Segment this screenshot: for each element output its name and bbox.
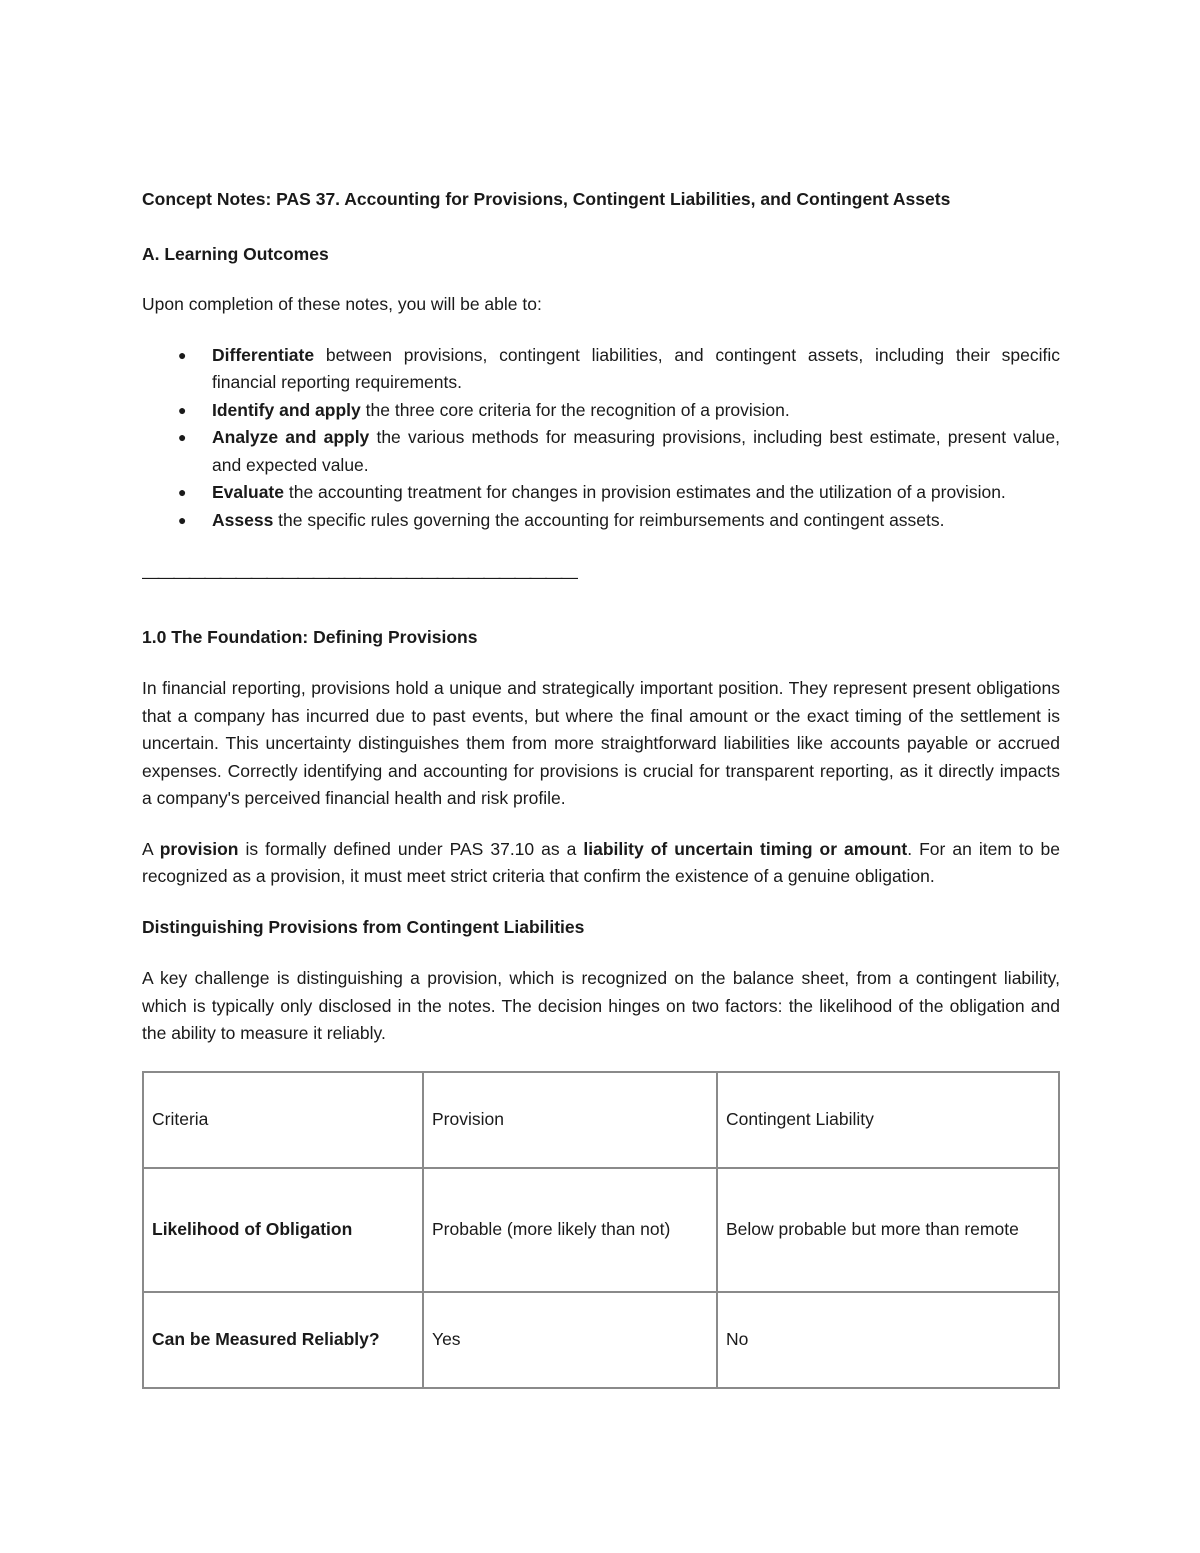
learning-outcomes-heading: A. Learning Outcomes <box>142 243 329 264</box>
outcome-keyword: Evaluate <box>212 482 284 502</box>
subsection-heading: Distinguishing Provisions from Contingent Liabilities <box>142 916 585 937</box>
table-header-cell: Provision <box>423 1072 717 1168</box>
definition-text: . For an item to be recognized as a provision, it must meet strict criteria that confirm the existence of a genuine obligation. <box>142 838 1060 886</box>
outcome-keyword: Assess <box>212 509 274 530</box>
definition-term: provision <box>159 838 239 859</box>
bullet-icon: ● <box>178 511 187 528</box>
table-row-label: Likelihood of Obligation <box>143 1168 423 1292</box>
comparison-table <box>142 1071 1060 1389</box>
table-header-cell: Criteria <box>143 1072 423 1168</box>
document-page <box>142 186 1060 1389</box>
table-row <box>143 1168 1059 1292</box>
list-item <box>142 342 1060 397</box>
section-heading: 1.0 The Foundation: Defining Provisions <box>142 626 478 647</box>
list-item <box>142 507 1060 535</box>
table-cell: No <box>717 1292 1059 1388</box>
table-row-label: Can be Measured Reliably? <box>143 1292 423 1388</box>
document-title: Concept Notes: PAS 37. Accounting for Provisions, Contingent Liabilities, and Contingent Assets <box>142 189 951 209</box>
definition-text: A <box>142 838 160 859</box>
learning-outcomes-list <box>142 342 1060 535</box>
bullet-icon: ● <box>178 346 187 363</box>
body-paragraph: A key challenge is distinguishing a provision, which is recognized on the balance sheet, from a contingent liability, which is typically only disclosed in the notes. The decision hinges on two factors: the likelihood of the obligation and the ability to measure it reliably. <box>142 968 1060 1043</box>
table-cell: Yes <box>423 1292 717 1388</box>
list-item <box>142 424 1060 479</box>
outcome-text: between provisions, contingent liabilities, and contingent assets, including their specific financial reporting requirements. <box>212 344 1060 392</box>
list-item <box>142 397 1060 425</box>
table-cell: Probable (more likely than not) <box>423 1168 717 1292</box>
definition-text: is formally defined under PAS 37.10 as a <box>238 838 584 859</box>
outcome-keyword: Identify and apply <box>212 399 361 420</box>
bullet-icon: ● <box>178 401 187 418</box>
table-cell: Below probable but more than remote <box>717 1168 1059 1292</box>
outcome-keyword: Analyze and apply <box>212 427 370 447</box>
body-paragraph: In financial reporting, provisions hold a unique and strategically important position. They represent present obligations that a company has incurred due to past events, but where the final amount or the exact timing of the settlement is uncertain. This uncertainty distinguishes them from more straightforward liabilities like accounts payable or accrued expenses. Correctly identifying and accounting for provisions is crucial for transparent reporting, as it directly impacts a company's perceived financial health and risk profile. <box>142 678 1060 808</box>
outcome-text: the three core criteria for the recognition of a provision. <box>360 399 790 420</box>
list-item <box>142 479 1060 507</box>
definition-emphasis: liability of uncertain timing or amount <box>583 838 908 859</box>
table-header-cell: Contingent Liability <box>717 1072 1059 1168</box>
section-divider: ———————————————————————————— <box>142 567 576 587</box>
outcome-text: the specific rules governing the accounting for reimbursements and contingent assets. <box>273 509 945 530</box>
outcome-text: the accounting treatment for changes in provision estimates and the utilization of a provision. <box>283 482 1006 502</box>
table-row <box>143 1292 1059 1388</box>
outcome-keyword: Differentiate <box>212 344 315 365</box>
learning-outcomes-intro: Upon completion of these notes, you will be able to: <box>142 294 542 314</box>
bullet-icon: ● <box>178 484 187 500</box>
definition-paragraph <box>142 836 1060 891</box>
table-header-row <box>143 1072 1059 1168</box>
outcome-text: the various methods for measuring provisions, including best estimate, present value, and expected value. <box>212 427 1060 475</box>
bullet-icon: ● <box>178 429 187 445</box>
